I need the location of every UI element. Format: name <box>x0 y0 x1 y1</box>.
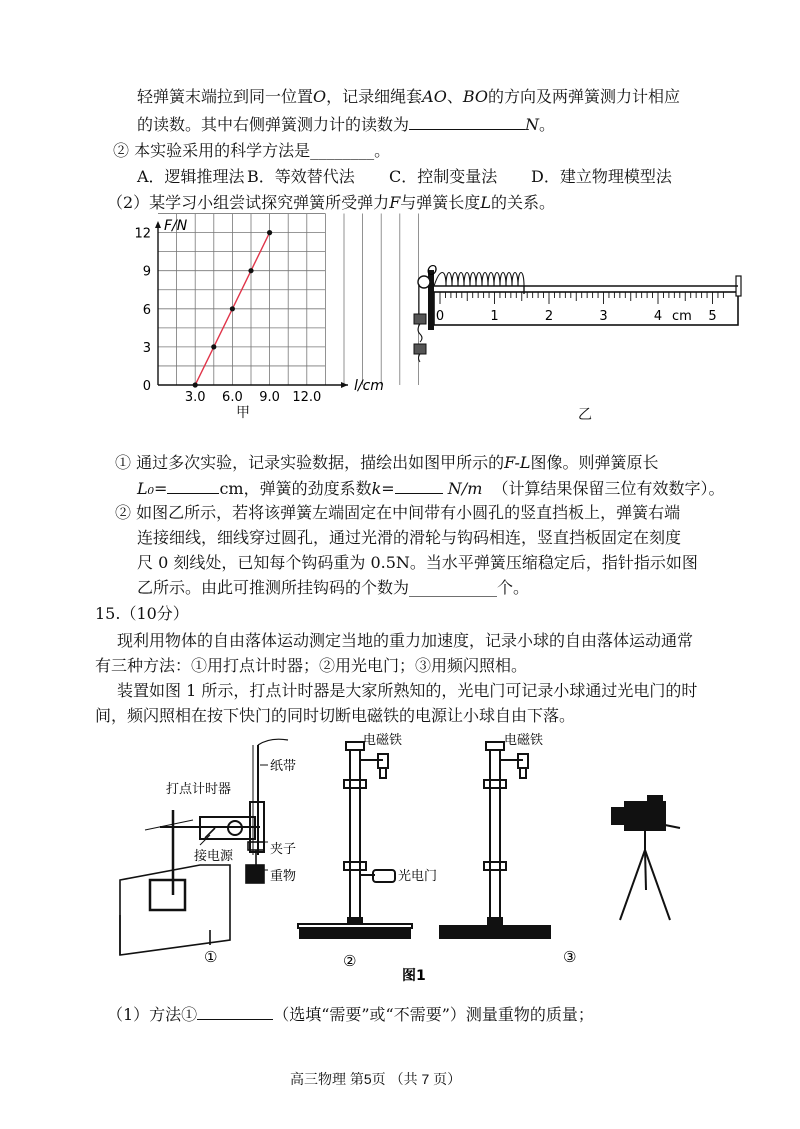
q14-line-1: 轻弹簧末端拉到同一位置O，记录细绳套AO、BO的方向及两弹簧测力计相应 <box>137 87 681 106</box>
option-b[interactable]: B．等效替代法 <box>247 167 355 186</box>
option-c[interactable]: C．控制变量法 <box>389 167 498 186</box>
figure-caption: 图1 <box>402 968 426 984</box>
spring <box>434 273 524 287</box>
ticker-timer-apparatus <box>120 739 288 955</box>
hook-bottom <box>419 354 421 362</box>
data-point <box>248 268 253 273</box>
y-tick-label: 9 <box>142 264 151 280</box>
q14-method-question: ② 本实验采用的科学方法是________。 <box>113 141 391 160</box>
q14-sub1-line-1: ① 通过多次实验，记录实验数据，描绘出如图甲所示的F-L图像。则弹簧原长 <box>115 453 659 472</box>
hook-weight-2 <box>414 344 426 354</box>
data-point <box>230 306 235 311</box>
x-tick-label: 9.0 <box>259 390 280 405</box>
answer-blank[interactable] <box>409 113 525 130</box>
label-magnet-1: 电磁铁 <box>363 733 403 748</box>
data-point <box>193 382 198 387</box>
q14-part2-intro: （2）某学习小组尝试探究弹簧所受弹力F与弹簧长度L的关系。 <box>107 193 555 212</box>
x-axis-arrow <box>341 382 348 388</box>
x-tick-label: 12.0 <box>292 390 322 405</box>
label-n1: ① <box>204 948 218 966</box>
ruler-unit: cm <box>672 309 692 324</box>
q14-sub2-line-4: 乙所示。由此可推测所挂钩码的个数为___________个。 <box>137 578 530 597</box>
option-a[interactable]: A．逻辑推理法 <box>137 167 245 186</box>
camera-tripod <box>612 796 680 920</box>
label-power: 接电源 <box>194 849 234 864</box>
y-tick-label: 12 <box>134 226 151 242</box>
y-axis-label: F/N <box>164 218 188 234</box>
chart-caption: 甲 <box>236 405 250 421</box>
photogate-apparatus <box>298 742 412 938</box>
ruler-body <box>434 292 738 325</box>
q15-line-2: 有三种方法：①用打点计时器；②用光电门；③用频闪照相。 <box>95 656 528 675</box>
page-footer: 高三物理 第5页 （共 7 页） <box>290 1071 462 1087</box>
label-clip: 夹子 <box>270 842 297 857</box>
q14-sub2-line-1: ② 如图乙所示，若将该弹簧左端固定在中间带有小圆孔的竖直挡板上，弹簧右端 <box>115 503 681 522</box>
l0-answer-blank[interactable] <box>167 477 219 494</box>
ruler-caption: 乙 <box>578 407 592 423</box>
label-photogate: 光电门 <box>398 869 438 884</box>
label-n3: ③ <box>563 948 577 966</box>
x-axis-label: l/cm <box>354 378 384 394</box>
stand-apparatus <box>440 742 550 938</box>
q14-sub2-line-2: 连接细线，细线穿过圆孔，通过光滑的滑轮与钩码相连，竖直挡板固定在刻度 <box>137 528 682 547</box>
chart-grid <box>158 214 418 385</box>
q15-sub1: （1）方法① （选填“需要”或“不需要”）测量重物的质量； <box>107 1005 594 1024</box>
q15-line-3: 装置如图 1 所示，打点计时器是大家所熟知的，光电门可记录小球通过光电门的时 <box>117 681 698 700</box>
option-d[interactable]: D．建立物理模型法 <box>531 167 672 186</box>
y-axis-arrow <box>155 221 161 228</box>
ruler-tick-label: 4 <box>653 309 663 324</box>
label-weight: 重物 <box>270 869 297 884</box>
q15-line-4: 间，频闪照相在按下快门的同时切断电磁铁的电源让小球自由下落。 <box>95 706 576 725</box>
label-magnet-2: 电磁铁 <box>504 733 544 748</box>
ruler-tick-label: 5 <box>708 309 717 324</box>
ruler-tick-label: 1 <box>490 309 499 324</box>
label-ticker-timer: 打点计时器 <box>166 782 232 797</box>
label-paper-tape: 纸带 <box>270 759 297 774</box>
q14-sub1-line-2: L₀= cm，弹簧的劲度系数k= N/m （计算结果保留三位有效数字）。 <box>137 479 725 498</box>
ruler-tick-label: 2 <box>544 309 554 324</box>
hook-link <box>418 324 422 342</box>
ruler-label-o: O <box>427 264 438 279</box>
label-n2: ② <box>343 952 357 970</box>
y-tick-label: 0 <box>142 379 151 394</box>
data-point <box>267 230 272 235</box>
q14-sub2-line-3: 尺 0 刻线处，已知每个钩码重为 0.5N。当水平弹簧压缩稳定后，指针指示如图 <box>137 553 698 572</box>
figure-1-apparatus <box>100 730 700 995</box>
x-tick-label: 6.0 <box>222 390 243 405</box>
data-point <box>211 344 216 349</box>
hook-weight-1 <box>414 314 426 324</box>
y-tick-label: 6 <box>142 302 151 318</box>
q15-heading: 15.（10分） <box>95 604 189 623</box>
k-answer-blank[interactable] <box>395 477 443 494</box>
q14-line-2: 的读数。其中右侧弹簧测力计的读数为 N。 <box>137 115 556 134</box>
ruler-tick-label: 3 <box>599 309 608 324</box>
y-tick-label: 3 <box>142 340 151 356</box>
mass-answer-blank[interactable] <box>197 1003 273 1020</box>
x-tick-label: 3.0 <box>184 390 206 405</box>
chart-axes <box>155 221 348 388</box>
q15-line-1: 现利用物体的自由落体运动测定当地的重力加速度，记录小球的自由落体运动通常 <box>117 631 694 650</box>
spring-ruler-diagram <box>410 262 750 374</box>
f-l-chart <box>130 215 384 420</box>
ruler-tick-label: 0 <box>435 309 445 324</box>
